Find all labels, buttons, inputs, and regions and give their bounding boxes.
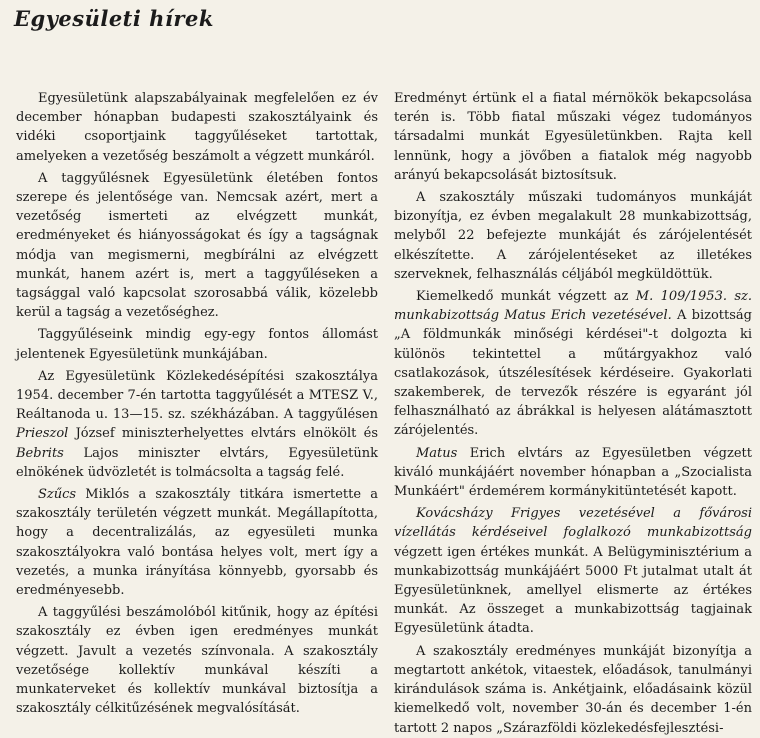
paragraph-section-meeting: Az Egyesületünk Közlekedésépítési szakosztálya 1954. december 7-én tartotta taggyűlését a MTESZ V., Reáltanoda u. 13—15. sz. székházában. A taggyűlésen Prieszol József miniszterhelyettes elvtárs elnökölt és Bebrits Lajos miniszter elvtárs, Egyesületünk elnökének üdvözletét is tolmácsolta a tagság felé. bbox=[16, 368, 378, 480]
paragraph-water-supply: Kovácsházy Frigyes vezetésével a fővárosi vízellátás kérdéseivel foglalkozó munkabizottság végzett igen értékes munkát. A Belügyminisztérium a munkabizottság munkájáért 5000 Ft jutalmat utalt át Egyesületünknek, amellyel elismerte az értékes munkát. Az összeget a munkabizottság tagjainak Egyesületünk átadta. bbox=[394, 506, 752, 637]
right-column bbox=[394, 89, 752, 738]
committee-name: Kovácsházy Frigyes vezetésével a fővárosi vízellátás kérdéseivel foglalkozó munkabizottság bbox=[394, 506, 752, 541]
section-heading: Egyesületi hírek bbox=[14, 6, 214, 31]
person-name: Prieszol bbox=[16, 426, 69, 442]
person-name: Matus bbox=[416, 445, 458, 461]
paragraph-award: Matus Erich elvtárs az Egyesületben végzett kiváló munkájáért november hónapban a „Szocialista Munkáért" érdemérem kormánykitüntetését kapott. bbox=[394, 445, 752, 500]
person-name: Bebrits bbox=[16, 445, 64, 461]
paragraph-intro: Egyesületünk alapszabályainak megfelelően ez év december hónapban budapesti szakosztályaink és vidéki csoportjaink taggyűléseket tartottak, amelyeken a vezetőség beszámolt a végzett munkáról. bbox=[16, 91, 378, 164]
committee-name: M. 109/1953. sz. munkabizottság Matus Erich vezetésével. bbox=[394, 289, 752, 324]
paragraph-secretary-report: Szűcs Miklós a szakosztály titkára ismertette a szakosztály területén végzett munkát. Megállapította, hogy a decentralizálás, az egyesületi munka szakosztályokra való bontása helyes volt, mert így a vezetés, a munka irányítása könnyebb, gyorsabb és eredményesebb. bbox=[16, 487, 378, 599]
paragraph-young-engineers: Eredményt értünk el a fiatal mérnökök bekapcsolása terén is. Több fiatal műszaki végez tudományos társadalmi munkát Egyesületünkben. Rajta kell lennünk, hogy a jövőben a fiatalok még nagyobb arányú bekapcsolását biztosítsuk. bbox=[394, 91, 752, 183]
left-column bbox=[16, 89, 378, 719]
paragraph-committees: A szakosztály műszaki tudományos munkáját bizonyítja, ez évben megalakult 28 munkabizottság, melyből 22 befejezte munkáját és zárójelentését elkészítette. A zárójelentéseket az illetékes szerveknek, felhasználás céljából megküldöttük. bbox=[394, 190, 752, 282]
paragraph-construction-section: A taggyűlési beszámolóból kitűnik, hogy az építési szakosztály ez évben igen eredményes munkát végzett. Javult a vezetés színvonala. A szakosztály vezetősége kollektív munkával készíti a munkaterveket és kollektív munkával biztosítja a szakosztály célkitűzésének megvalósítását. bbox=[16, 605, 378, 717]
person-name: Szűcs bbox=[38, 487, 77, 503]
paragraph-outstanding-work: Kiemelkedő munkát végzett az M. 109/1953. sz. munkabizottság Matus Erich vezetésével. A bizottság „A földmunkák minőségi kérdései"-t dolgozta ki különös tekintettel a műtárgyakhoz való csatlakozások, útszélesítések kérdéseire. Gyakorlati szakemberek, de tervezők részére is egyaránt jól felhasználható az ábrákkal is helyesen alátámasztott zárójelentés. bbox=[394, 289, 753, 439]
paragraph-events: A szakosztály eredményes munkáját bizonyítja a megtartott ankétok, vitaestek, előadások, tanulmányi kirándulások száma is. Ankétjaink, előadásaink közül kiemelkedő volt, november 30-án és december 1-én tartott 2 napos „Szárazföldi közlekedésfejlesztési- bbox=[394, 643, 752, 736]
paragraph-meeting-importance: A taggyűlésnek Egyesületünk életében fontos szerepe és jelentősége van. Nemcsak azért, mert a vezetőség ismerteti az elvégzett munkát, eredményeket és hiányosságokat és így a tagságnak módja van megismerni, megbírálni az elvégzett munkát, hanem azért is, mert a taggyűléseken a tagsággal való kapcsolat szorosabbá válik, közelebb kerül a tagság a vezetőséghez. bbox=[16, 170, 378, 321]
paragraph-milestones: Taggyűléseink mindig egy-egy fontos állomást jelentenek Egyesületünk munkájában. bbox=[16, 327, 378, 362]
